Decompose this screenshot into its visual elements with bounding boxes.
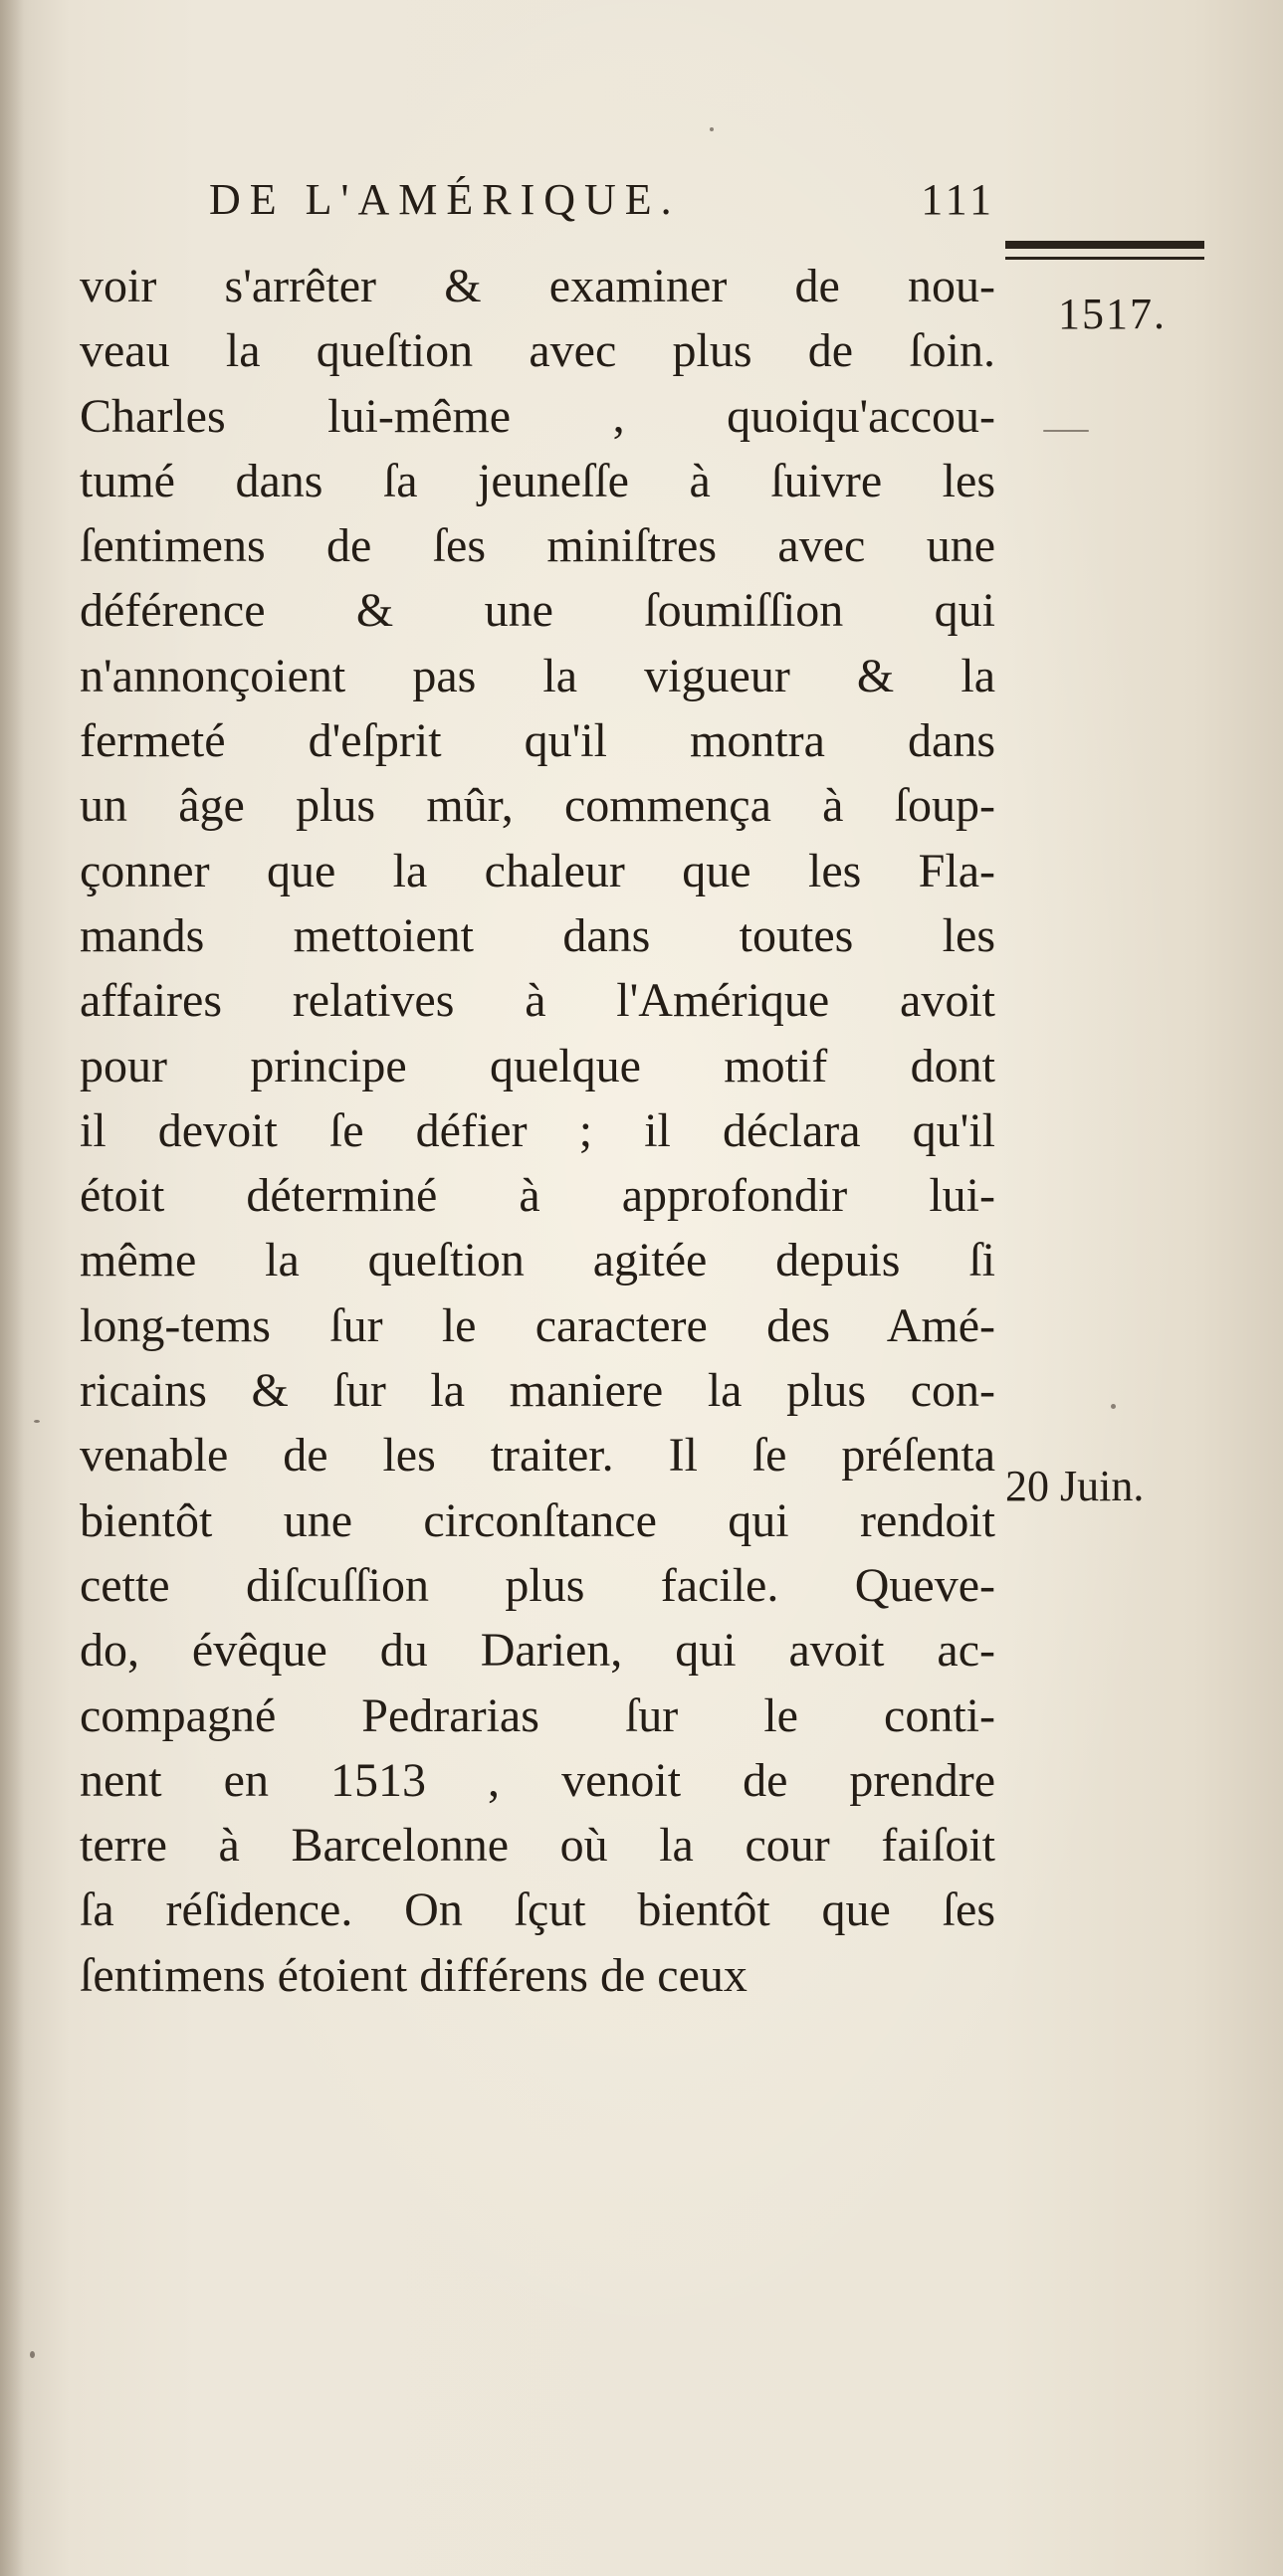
body-text — [80, 254, 995, 2008]
text-line: voir s'arrêter & examiner de nou- — [80, 260, 995, 312]
text-line: Charles lui-même , quoiqu'accou- — [80, 389, 995, 443]
text-line: long-tems ſur le caractere des Amé- — [80, 1298, 995, 1352]
text-line: même la queſtion agitée depuis ſi — [80, 1234, 995, 1288]
text-line: terre à Barcelonne où la cour faiſoit — [80, 1819, 995, 1873]
text-line: nent en 1513 , venoit de prendre — [80, 1753, 995, 1807]
text-line: do, évêque du Darien, qui avoit ac- — [80, 1624, 995, 1678]
text-line: étoit déterminé à approfondir lui- — [80, 1169, 995, 1223]
margin-note-date: 20 Juin. — [1005, 1462, 1145, 1510]
text-line: fermeté d'eſprit qu'il montra dans — [80, 714, 995, 768]
head-rule-thick — [1005, 241, 1204, 249]
text-line: veau la queſtion avec plus de ſoin. — [80, 324, 995, 378]
text-line: tumé dans ſa jeuneſſe à ſuivre les — [80, 454, 995, 507]
text-line: venable de les traiter. Il ſe préſenta — [80, 1429, 995, 1483]
paper-speck — [710, 127, 714, 131]
text-line: çonner que la chaleur que les Fla- — [80, 844, 995, 897]
text-line: ſentimens de ſes miniſtres avec une — [80, 519, 995, 573]
paper-speck — [34, 1420, 40, 1423]
text-line: mands mettoient dans toutes les — [80, 908, 995, 962]
text-line: pour principe quelque motif dont — [80, 1039, 995, 1092]
page-number: 111 — [921, 175, 995, 224]
text-line: ſentimens étoient différens de ceux — [80, 1948, 748, 2002]
text-line: un âge plus mûr, commença à ſoup- — [80, 779, 995, 833]
text-line: n'annonçoient pas la vigueur & la — [80, 649, 995, 702]
paper-speck — [1111, 1404, 1116, 1409]
text-line: cette diſcuſſion plus facile. Queve- — [80, 1558, 995, 1612]
text-line: bientôt une circonſtance qui rendoit — [80, 1493, 995, 1547]
text-line: il devoit ſe défier ; il déclara qu'il — [80, 1103, 995, 1157]
margin-note-year: 1517. — [1058, 290, 1167, 338]
paper-mark — [1043, 430, 1089, 432]
head-rule-thin — [1005, 257, 1204, 260]
text-line: ricains & ſur la maniere la plus con- — [80, 1364, 995, 1418]
text-line: compagné Pedrarias ſur le conti- — [80, 1688, 995, 1742]
paper-speck — [30, 2351, 35, 2358]
text-line: déférence & une ſoumiſſion qui — [80, 584, 995, 638]
running-head-title: DE L'AMÉRIQUE. — [209, 175, 681, 224]
running-head — [209, 174, 995, 234]
text-line: ſa réſidence. On ſçut bientôt que ſes — [80, 1883, 995, 1937]
text-line: affaires relatives à l'Amérique avoit — [80, 974, 995, 1028]
spine-shadow — [0, 0, 24, 2576]
